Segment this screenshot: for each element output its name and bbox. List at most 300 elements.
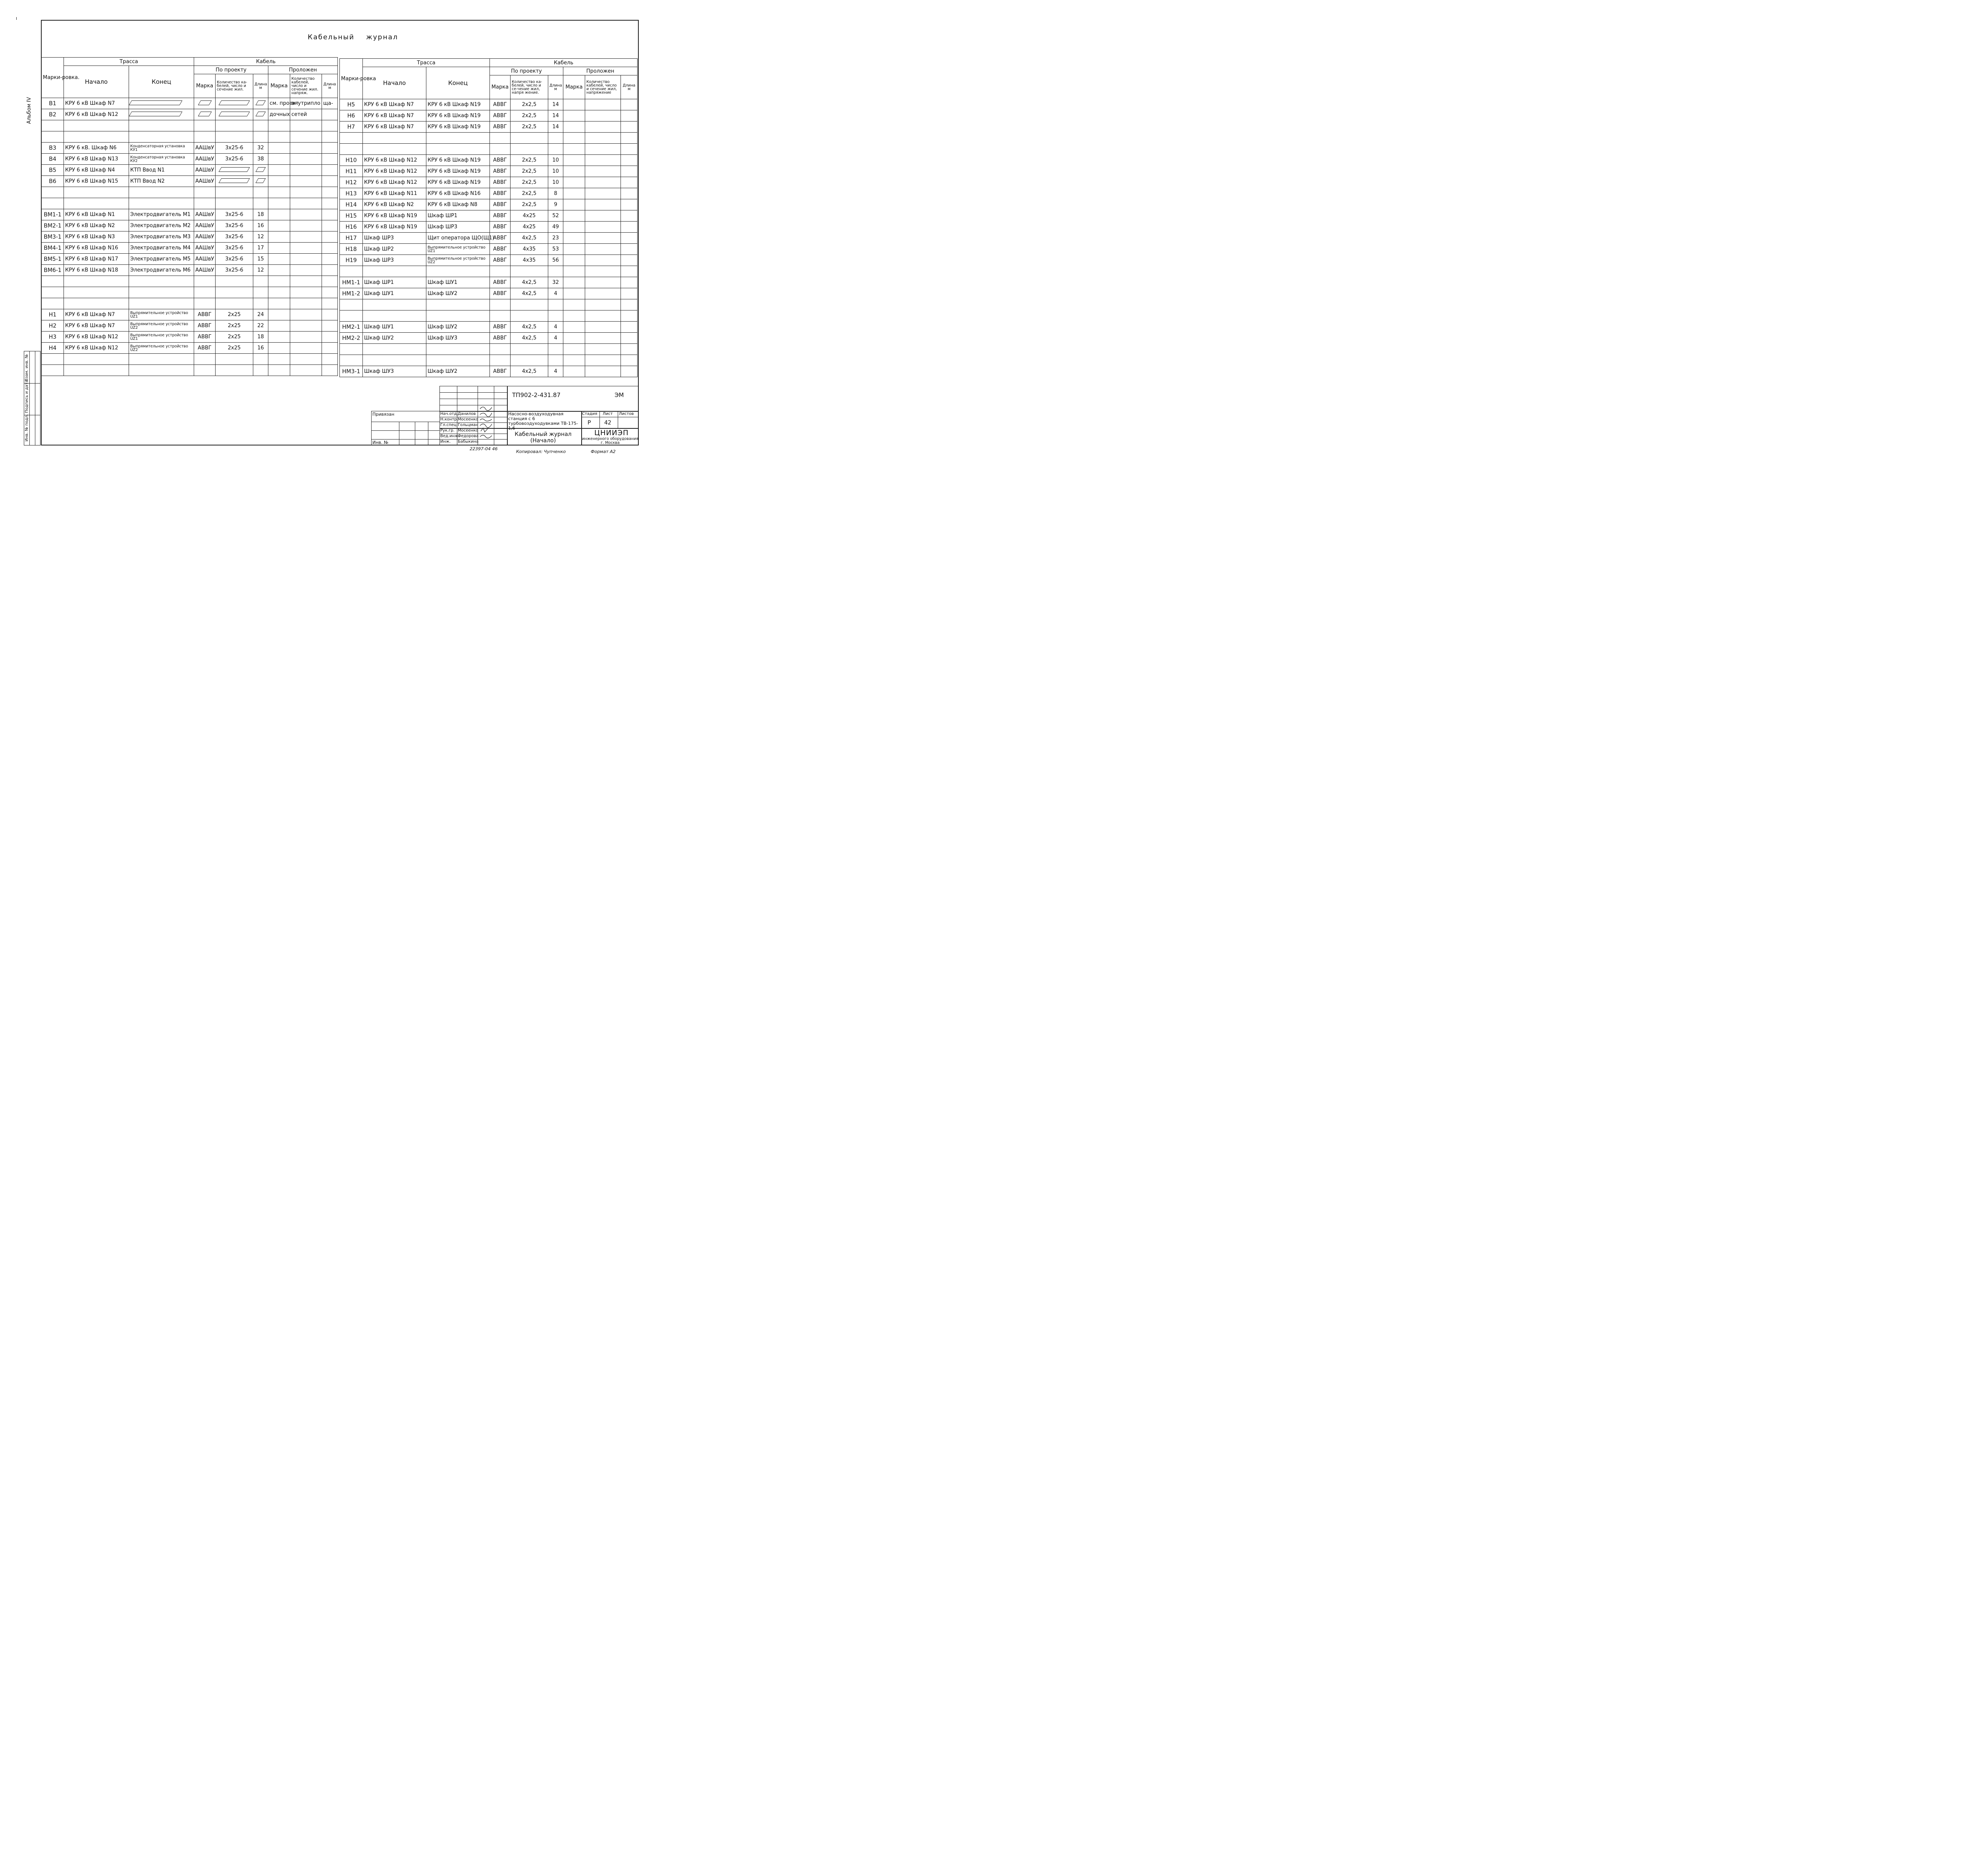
cell-laid-length xyxy=(322,231,338,243)
cell-brand: ААШвУ xyxy=(194,209,216,220)
cell-start xyxy=(64,354,129,365)
cell-marking xyxy=(340,144,363,155)
cell-laid-qty xyxy=(585,133,621,144)
table-row xyxy=(340,166,638,177)
cell-length xyxy=(253,165,268,176)
cell-laid-qty xyxy=(585,299,621,310)
cell-laid-length xyxy=(621,210,638,222)
cell-laid-brand xyxy=(563,310,585,322)
cell-length xyxy=(253,287,268,298)
cell-brand xyxy=(194,276,216,287)
table-row xyxy=(42,209,338,220)
cell-laid-qty xyxy=(585,144,621,155)
cell-start: КРУ 6 кВ Шкаф N17 xyxy=(64,254,129,265)
cell-length xyxy=(253,187,268,198)
cell-qty xyxy=(216,354,253,365)
table-row xyxy=(340,310,638,322)
cell-marking: Н5 xyxy=(340,99,363,110)
cell-start xyxy=(363,310,426,322)
cell-marking: В5 xyxy=(42,165,64,176)
table-row xyxy=(42,154,338,165)
name-3: Гольцман xyxy=(458,423,478,427)
table-row xyxy=(340,299,638,310)
cell-marking xyxy=(340,133,363,144)
cell-laid-brand xyxy=(268,243,290,254)
cell-brand: АВВГ xyxy=(490,288,511,299)
table-row xyxy=(42,343,338,354)
cell-laid-brand xyxy=(563,155,585,166)
cell-laid-length xyxy=(322,154,338,165)
cell-start: Шкаф ШР1 xyxy=(363,277,426,288)
section-code: ЭМ xyxy=(615,391,624,399)
cell-qty: 4х2,5 xyxy=(511,322,548,333)
cell-laid-brand xyxy=(268,254,290,265)
cell-laid-length xyxy=(621,99,638,110)
cell-marking: Н4 xyxy=(42,343,64,354)
hdr-laid-qty-r: Количество кабелей, число и сечение жил, напряжение xyxy=(585,75,621,99)
cell-laid-brand xyxy=(563,288,585,299)
cell-start: КРУ 6 кВ Шкаф N3 xyxy=(64,231,129,243)
cell-end: Щит оператора ЩО(Щ1) xyxy=(426,233,490,244)
cell-laid-qty xyxy=(290,265,322,276)
cell-laid-brand xyxy=(268,298,290,309)
cell-laid-length xyxy=(621,121,638,133)
cell-end: Выпрямительное устройство UZ2 xyxy=(426,255,490,266)
cell-qty xyxy=(216,98,253,109)
stage-header: Стадия xyxy=(582,412,597,416)
cable-journal-left xyxy=(41,57,338,376)
side-field-replace: Взам. инв. № xyxy=(25,354,29,381)
cell-laid-qty xyxy=(585,255,621,266)
table-row xyxy=(42,265,338,276)
cell-laid-brand xyxy=(563,355,585,366)
cell-length: 14 xyxy=(548,99,563,110)
table-row xyxy=(340,344,638,355)
cell-laid-brand xyxy=(563,344,585,355)
cell-length: 17 xyxy=(253,243,268,254)
cell-start xyxy=(363,355,426,366)
hdr-route: Трасса xyxy=(64,58,194,66)
cell-length: 4 xyxy=(548,322,563,333)
cell-qty xyxy=(511,344,548,355)
cell-marking: Н19 xyxy=(340,255,363,266)
hdr-marking: Марки-ровка. xyxy=(42,58,64,98)
hdr-end-r: Конец xyxy=(426,67,490,99)
cell-laid-brand xyxy=(563,166,585,177)
cell-laid-brand xyxy=(268,154,290,165)
cell-laid-length xyxy=(621,222,638,233)
inv-label: Инв. № xyxy=(372,440,389,445)
cell-brand: АВВГ xyxy=(194,343,216,354)
cell-start xyxy=(64,298,129,309)
table-row xyxy=(42,187,338,198)
cell-brand xyxy=(194,187,216,198)
cell-length: 23 xyxy=(548,233,563,244)
hdr-qty-r: Количество ка-белей, число и се-чение жил, напря жение. xyxy=(511,75,548,99)
cell-start: КРУ 6 кВ Шкаф N18 xyxy=(64,265,129,276)
cell-marking xyxy=(42,198,64,209)
cell-length xyxy=(253,109,268,120)
cell-brand xyxy=(194,298,216,309)
cell-brand: АВВГ xyxy=(490,333,511,344)
cell-length xyxy=(253,276,268,287)
table-row xyxy=(42,120,338,131)
cell-laid-length xyxy=(621,299,638,310)
cell-brand: АВВГ xyxy=(490,255,511,266)
cell-laid-length xyxy=(322,198,338,209)
cell-qty: 2х2,5 xyxy=(511,177,548,188)
cell-laid-qty xyxy=(585,310,621,322)
role-5: Вед.инж. xyxy=(440,434,460,438)
hdr-brand: Марка xyxy=(194,74,216,98)
cell-length: 32 xyxy=(548,277,563,288)
table-row xyxy=(340,333,638,344)
cell-qty xyxy=(511,310,548,322)
cell-start: КРУ 6 кВ Шкаф N4 xyxy=(64,165,129,176)
cell-laid-qty xyxy=(585,155,621,166)
cell-qty: 3х25-6 xyxy=(216,220,253,231)
cell-end xyxy=(129,276,194,287)
cell-laid-qty xyxy=(585,199,621,210)
cell-laid-length xyxy=(621,166,638,177)
cell-brand: АВВГ xyxy=(490,99,511,110)
hdr-laid: Проложен xyxy=(268,66,338,74)
cell-laid-qty xyxy=(290,176,322,187)
cell-marking: ВМ4-1 xyxy=(42,243,64,254)
cell-marking: НМ3-1 xyxy=(340,366,363,377)
cell-end: КРУ 6 кВ Шкаф N19 xyxy=(426,177,490,188)
table-row xyxy=(340,155,638,166)
cell-laid-length xyxy=(621,288,638,299)
cell-length: 52 xyxy=(548,210,563,222)
cell-length xyxy=(253,298,268,309)
cell-qty: 4х35 xyxy=(511,255,548,266)
cell-laid-qty xyxy=(585,222,621,233)
cell-start xyxy=(363,144,426,155)
cell-laid-length xyxy=(621,266,638,277)
cell-laid-qty xyxy=(290,287,322,298)
cell-marking xyxy=(42,365,64,376)
cell-end: Шкаф ШУ1 xyxy=(426,277,490,288)
cell-marking: В2 xyxy=(42,109,64,120)
cell-end xyxy=(426,299,490,310)
cell-laid-length xyxy=(621,322,638,333)
cell-laid-qty xyxy=(585,277,621,288)
cell-laid-qty xyxy=(290,354,322,365)
cell-qty: 3х25-6 xyxy=(216,243,253,254)
cell-laid-length xyxy=(621,133,638,144)
cell-laid-qty xyxy=(585,322,621,333)
hdr-laid-length-r: Длина м xyxy=(621,75,638,99)
cell-start: Шкаф ШУ1 xyxy=(363,288,426,299)
cell-start xyxy=(64,198,129,209)
cell-laid-length xyxy=(322,120,338,131)
cell-laid-brand: см. проект xyxy=(268,98,290,109)
cell-start xyxy=(64,365,129,376)
cell-start xyxy=(363,266,426,277)
archive-number: 22397-04 46 xyxy=(470,446,498,451)
cell-qty xyxy=(511,299,548,310)
cell-laid-qty: внутрипло xyxy=(290,98,322,109)
cell-laid-length xyxy=(621,144,638,155)
cell-laid-brand xyxy=(563,144,585,155)
hdr-laid-qty: Количество кабелей, число и сечение жил. напряж. xyxy=(290,74,322,98)
strikeout-parallelogram xyxy=(256,100,266,105)
cell-laid-brand xyxy=(268,354,290,365)
cell-laid-length xyxy=(322,131,338,143)
hdr-laid-brand: Марка xyxy=(268,74,290,98)
cell-start: КРУ 6 кВ Шкаф N16 xyxy=(64,243,129,254)
cell-brand: АВВГ xyxy=(194,309,216,320)
cell-laid-length xyxy=(621,333,638,344)
cell-length xyxy=(548,144,563,155)
table-row xyxy=(340,199,638,210)
table-row xyxy=(340,121,638,133)
cell-laid-qty xyxy=(585,121,621,133)
cell-start: КРУ 6 кВ Шкаф N1 xyxy=(64,209,129,220)
cell-laid-brand xyxy=(563,255,585,266)
name-6: Бабыкина xyxy=(458,440,479,444)
cell-qty: 4х2,5 xyxy=(511,288,548,299)
cell-brand xyxy=(490,133,511,144)
cell-end: Выпрямительное устройство UZ1 xyxy=(129,332,194,343)
cell-length xyxy=(548,344,563,355)
cell-laid-qty xyxy=(290,198,322,209)
hdr-length: Длина м xyxy=(253,74,268,98)
cell-brand: АВВГ xyxy=(194,332,216,343)
signatures-graphic xyxy=(478,401,494,445)
cell-laid-brand xyxy=(268,131,290,143)
cell-length: 10 xyxy=(548,166,563,177)
cell-length xyxy=(253,131,268,143)
cell-length xyxy=(253,120,268,131)
cell-laid-qty xyxy=(585,355,621,366)
cell-laid-length xyxy=(322,365,338,376)
table-row xyxy=(42,98,338,109)
cell-marking xyxy=(42,131,64,143)
cell-end: КРУ 6 кВ Шкаф N19 xyxy=(426,155,490,166)
cell-end: Электродвигатель М3 xyxy=(129,231,194,243)
bound-label: Привязан xyxy=(372,412,395,417)
cell-laid-qty xyxy=(585,110,621,121)
cell-end xyxy=(129,287,194,298)
cell-marking xyxy=(340,355,363,366)
cell-laid-length xyxy=(322,343,338,354)
cell-length xyxy=(253,354,268,365)
cell-laid-qty xyxy=(290,154,322,165)
cell-end: Электродвигатель М4 xyxy=(129,243,194,254)
cell-length: 10 xyxy=(548,155,563,166)
strikeout-parallelogram xyxy=(218,112,250,116)
cell-laid-brand xyxy=(268,332,290,343)
cell-laid-length xyxy=(322,165,338,176)
cell-qty xyxy=(216,131,253,143)
table-row xyxy=(340,244,638,255)
cell-laid-length xyxy=(322,309,338,320)
cell-laid-brand xyxy=(563,188,585,199)
org-subtitle: инженерного оборудования г. Москва xyxy=(582,437,638,445)
cell-marking: ВМ1-1 xyxy=(42,209,64,220)
cell-brand: АВВГ xyxy=(490,121,511,133)
cell-length: 4 xyxy=(548,366,563,377)
cell-laid-brand xyxy=(268,287,290,298)
cell-brand: АВВГ xyxy=(490,244,511,255)
cell-laid-brand xyxy=(268,265,290,276)
cell-marking xyxy=(340,344,363,355)
strikeout-parallelogram xyxy=(129,112,183,116)
cell-marking: Н14 xyxy=(340,199,363,210)
cell-start: КРУ 6 кВ Шкаф N11 xyxy=(363,188,426,199)
cell-length: 9 xyxy=(548,199,563,210)
cell-brand xyxy=(490,344,511,355)
cell-laid-length xyxy=(621,110,638,121)
cell-qty: 2х25 xyxy=(216,332,253,343)
cell-start: КРУ 6 кВ Шкаф N13 xyxy=(64,154,129,165)
cell-qty: 4х35 xyxy=(511,244,548,255)
cell-brand: ААШвУ xyxy=(194,265,216,276)
cell-start: КРУ 6 кВ Шкаф N12 xyxy=(64,109,129,120)
table-row xyxy=(42,298,338,309)
cell-laid-qty xyxy=(585,366,621,377)
cell-brand xyxy=(490,299,511,310)
cell-end: Шкаф ШУ3 xyxy=(426,333,490,344)
strikeout-parallelogram xyxy=(218,100,250,105)
cell-laid-brand xyxy=(563,110,585,121)
table-row xyxy=(42,243,338,254)
cell-start: Шкаф ШУ3 xyxy=(363,366,426,377)
strikeout-parallelogram xyxy=(218,178,250,183)
cell-marking: Н6 xyxy=(340,110,363,121)
cell-marking xyxy=(42,120,64,131)
cell-laid-qty xyxy=(290,298,322,309)
cell-brand: АВВГ xyxy=(490,322,511,333)
cell-start xyxy=(64,120,129,131)
cell-qty: 2х2,5 xyxy=(511,121,548,133)
org-name: ЦНИИЭП xyxy=(594,429,629,437)
cell-end xyxy=(129,354,194,365)
cell-qty xyxy=(511,355,548,366)
cell-laid-qty xyxy=(290,254,322,265)
table-row xyxy=(42,198,338,209)
cell-marking xyxy=(42,354,64,365)
cell-brand: ААШвУ xyxy=(194,220,216,231)
cell-laid-length xyxy=(322,254,338,265)
hdr-length-r: Длина м xyxy=(548,75,563,99)
cell-qty: 2х2,5 xyxy=(511,110,548,121)
cell-laid-length xyxy=(322,243,338,254)
cell-length xyxy=(548,133,563,144)
cell-brand: ААШвУ xyxy=(194,254,216,265)
cell-end: Шкаф ШУ2 xyxy=(426,288,490,299)
cell-laid-qty xyxy=(290,320,322,332)
cell-brand xyxy=(194,365,216,376)
cell-laid-qty xyxy=(290,165,322,176)
cell-qty: 2х25 xyxy=(216,343,253,354)
cell-laid-length xyxy=(621,155,638,166)
table-row xyxy=(42,220,338,231)
cell-brand xyxy=(490,355,511,366)
cell-laid-brand xyxy=(268,220,290,231)
cell-length: 49 xyxy=(548,222,563,233)
cell-start: КРУ 6 кВ Шкаф N7 xyxy=(363,99,426,110)
cell-end xyxy=(129,120,194,131)
cell-qty xyxy=(216,165,253,176)
cell-laid-length xyxy=(621,244,638,255)
table-row xyxy=(42,109,338,120)
cell-laid-qty xyxy=(290,220,322,231)
cell-brand xyxy=(194,198,216,209)
cell-laid-length xyxy=(621,310,638,322)
cell-laid-length xyxy=(621,366,638,377)
cell-end xyxy=(426,133,490,144)
hdr-start: Начало xyxy=(64,66,129,98)
cell-laid-qty xyxy=(290,343,322,354)
cell-laid-qty xyxy=(585,244,621,255)
cell-length: 38 xyxy=(253,154,268,165)
cell-marking: Н10 xyxy=(340,155,363,166)
cell-brand xyxy=(194,354,216,365)
cell-brand xyxy=(194,131,216,143)
name-1: Данилов xyxy=(458,412,476,416)
cell-qty: 3х25-6 xyxy=(216,231,253,243)
cell-end: Выпрямительное устройство UZ2 xyxy=(129,343,194,354)
cell-laid-brand xyxy=(268,209,290,220)
hdr-laid-length: Длина м xyxy=(322,74,338,98)
cell-end: Шкаф ШР3 xyxy=(426,222,490,233)
cell-marking: НМ2-2 xyxy=(340,333,363,344)
table-row xyxy=(42,176,338,187)
hdr-laid-brand-r: Марка xyxy=(563,75,585,99)
role-6: Инж. xyxy=(440,440,451,444)
cell-laid-qty xyxy=(585,333,621,344)
cell-marking: Н7 xyxy=(340,121,363,133)
cell-brand xyxy=(490,310,511,322)
cell-end xyxy=(129,198,194,209)
cell-laid-brand xyxy=(268,165,290,176)
name-4: Мосеенко xyxy=(458,428,478,433)
table-row xyxy=(42,131,338,143)
cell-laid-qty xyxy=(290,231,322,243)
table-row xyxy=(42,276,338,287)
table-row xyxy=(340,366,638,377)
cell-end xyxy=(426,310,490,322)
cell-laid-length xyxy=(322,298,338,309)
cell-end xyxy=(426,355,490,366)
cell-brand: АВВГ xyxy=(490,222,511,233)
cell-length: 15 xyxy=(253,254,268,265)
cell-brand: ААШвУ xyxy=(194,143,216,154)
cell-marking: В6 xyxy=(42,176,64,187)
cell-length: 18 xyxy=(253,332,268,343)
cell-length: 24 xyxy=(253,309,268,320)
drawing-sheet xyxy=(0,0,657,469)
cell-qty xyxy=(216,276,253,287)
cell-brand: АВВГ xyxy=(490,277,511,288)
cell-laid-brand xyxy=(563,233,585,244)
cell-marking: ВМ2-1 xyxy=(42,220,64,231)
cell-laid-brand xyxy=(268,198,290,209)
hdr-laid-r: Проложен xyxy=(563,67,638,75)
cell-length: 12 xyxy=(253,265,268,276)
table-row xyxy=(340,355,638,366)
cell-qty: 2х2,5 xyxy=(511,99,548,110)
cell-brand: АВВГ xyxy=(194,320,216,332)
cell-laid-qty xyxy=(290,143,322,154)
table-row xyxy=(340,210,638,222)
cell-length xyxy=(548,355,563,366)
cell-brand: ААШвУ xyxy=(194,154,216,165)
cell-qty: 3х25-6 xyxy=(216,209,253,220)
